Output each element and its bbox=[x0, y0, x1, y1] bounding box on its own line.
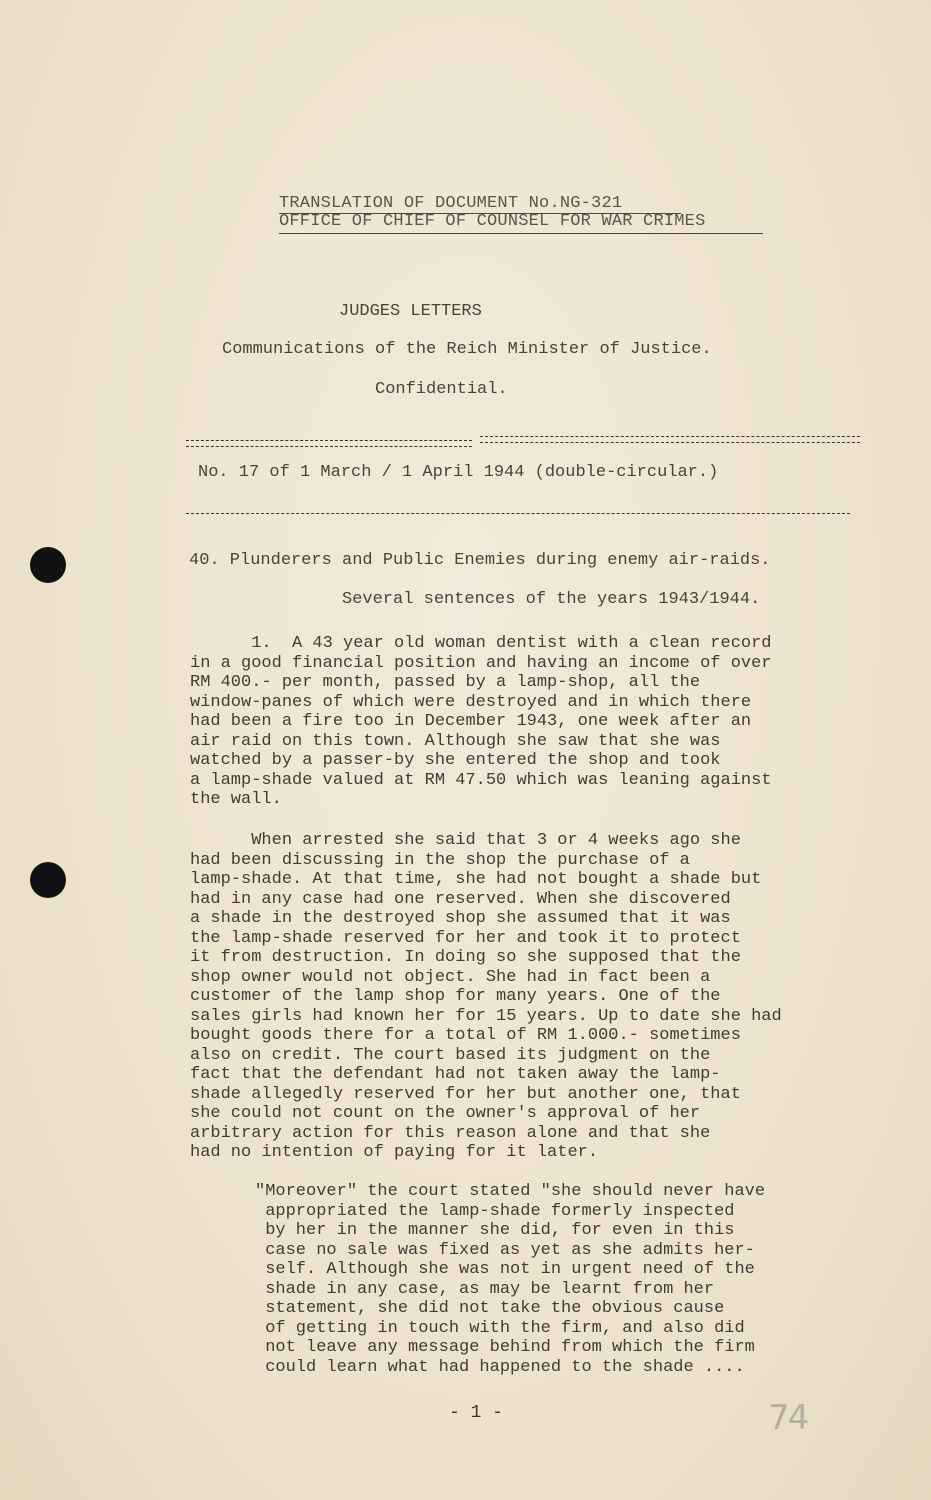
punch-hole-top bbox=[30, 547, 66, 583]
title-main: JUDGES LETTERS bbox=[339, 302, 482, 321]
section-subheading: Several sentences of the years 1943/1944. bbox=[342, 590, 761, 609]
double-rule-top-a bbox=[186, 440, 472, 441]
page-number: - 1 - bbox=[449, 1403, 504, 1423]
paragraph-2: When arrested she said that 3 or 4 weeks ago she had been discussing in the shop the purchase of a lamp-shade. At that time, she had not bought a shade but had in any case had one reserved. When she discovered a shade in the destroyed shop she assumed that it was the lamp-shade reserved for her and took it to protect it from destruction. In doing so she supposed that the shop owner would not object. She had in fact been a customer of the lamp shop for many years. One of the sales girls had known her for 15 years. Up to date she had bought goods there for a total of RM 1.000.- sometimes also on credit. The court based its judgment on the fact that the defendant had not taken away the lamp- shade allegedly reserved for her but another one, that she could not count on the owner's approval of her arbitrary action for this reason alone and that she had no intention of paying for it later. bbox=[190, 831, 782, 1162]
issue-line: No. 17 of 1 March / 1 April 1944 (double-circular.) bbox=[198, 463, 719, 482]
double-rule-top-c bbox=[186, 446, 472, 447]
punch-hole-bottom bbox=[30, 862, 66, 898]
paragraph-3-quote: "Moreover" the court stated "she should never have appropriated the lamp-shade formerly inspected by her in the manner she did, for even in this case no sale was fixed as yet as she admits her- self. Although she was not in urgent need of the shade in any case, as may be learnt from her statement, she did not take the obvious cause of getting in touch with the firm, and also did not leave any message behind from which the firm could learn what had happened to the shade .... bbox=[255, 1182, 766, 1377]
handwritten-page-number: 74 bbox=[768, 1398, 808, 1438]
double-rule-top-b bbox=[480, 436, 860, 437]
paragraph-1: 1. A 43 year old woman dentist with a clean record in a good financial position and having an income of over RM 400.- per month, passed by a lamp-shop, all the window-panes of which were destroyed and in which there had been a fire too in December 1943, one week after an air raid on this town. Although she saw that she was watched by a passer-by she entered the shop and took a lamp-shade valued at RM 47.50 which was leaning against the wall. bbox=[190, 634, 772, 809]
header-underline-2 bbox=[279, 233, 763, 234]
double-rule-top-d bbox=[480, 442, 860, 443]
divider-rule bbox=[186, 513, 850, 514]
section-heading: 40. Plunderers and Public Enemies during enemy air-raids. bbox=[189, 551, 771, 570]
classification: Confidential. bbox=[375, 380, 508, 399]
header-line-2: OFFICE OF CHIEF OF COUNSEL FOR WAR CRIMES bbox=[279, 212, 706, 231]
header-line-1: TRANSLATION OF DOCUMENT No.NG-321 bbox=[279, 194, 623, 213]
title-sub: Communications of the Reich Minister of Justice. bbox=[222, 340, 712, 359]
